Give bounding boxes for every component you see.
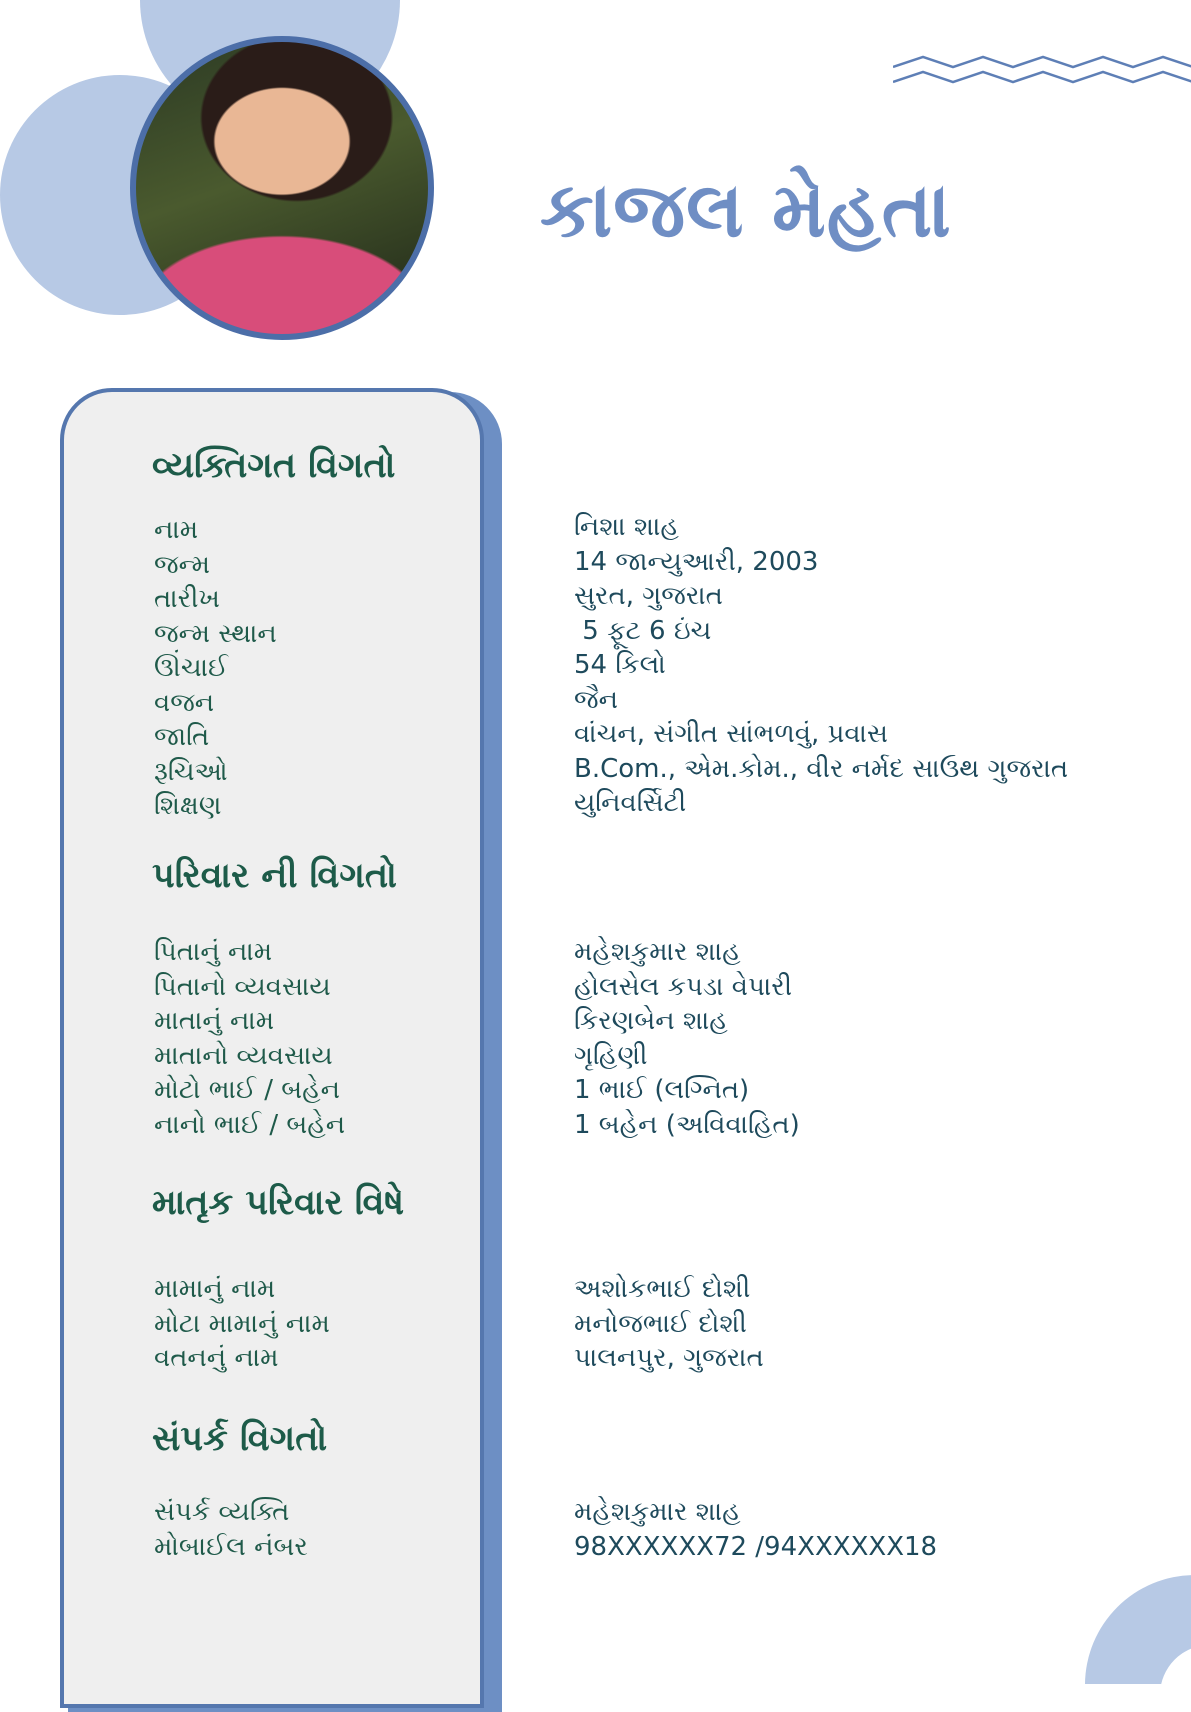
label-mobile-number: મોબાઈલ નંબર: [154, 1531, 308, 1562]
label-weight: વજન: [154, 687, 215, 718]
contact-values: [574, 1495, 937, 1564]
zigzag-decoration: [893, 55, 1191, 95]
value-birthplace: સુરત, ગુજરાત: [574, 581, 723, 611]
value-education: B.Com., એમ.કોમ., વીર નર્મદ સાઉથ ગુજરાત: [574, 753, 1069, 784]
maternal-family-heading: માતૃક પરિવાર વિષે: [152, 1183, 405, 1223]
label-contact-person: સંપર્ક વ્યક્તિ: [154, 1497, 290, 1527]
value-hometown: પાલનપુર, ગુજરાત: [574, 1343, 764, 1373]
value-caste: જૈન: [574, 684, 618, 715]
value-contact-person: મહેશકુમાર શાહ: [574, 1497, 741, 1527]
bottom-arc-decoration: [1070, 1560, 1191, 1684]
value-birthdate: 14 જાન્યુઆરી, 2003: [574, 546, 819, 577]
profile-name-title: કાજલ મેહતા: [540, 165, 952, 254]
label-height: ઊંચાઈ: [154, 653, 229, 683]
label-name: નામ: [154, 515, 199, 545]
label-hometown: વતનનું નામ: [154, 1343, 279, 1373]
profile-photo: [130, 36, 434, 340]
value-mother-name: કિરણબેન શાહ: [574, 1006, 728, 1036]
value-mobile-number: 98XXXXXX72 /94XXXXXX18: [574, 1531, 938, 1562]
family-values: [574, 935, 800, 1142]
value-elder-maternal-uncle: મનોજભાઈ દોશી: [574, 1308, 747, 1339]
value-father-occupation: હોલસેલ કપડા વેપારી: [574, 971, 793, 1002]
contact-labels: [154, 1495, 308, 1564]
label-father-occupation: પિતાનો વ્યવસાય: [154, 971, 331, 1002]
label-mother-name: માતાનું નામ: [154, 1006, 275, 1036]
value-elder-siblings: 1 ભાઈ (લગ્નિત): [574, 1075, 750, 1105]
value-father-name: મહેશકુમાર શાહ: [574, 937, 741, 967]
maternal-labels: [154, 1272, 330, 1376]
value-height: 5 ફૂટ 6 ઇંચ: [574, 615, 712, 646]
label-maternal-uncle: મામાનું નામ: [154, 1274, 276, 1304]
maternal-values: [574, 1272, 764, 1376]
label-hobbies: રૂચિઓ: [154, 756, 228, 787]
value-hobbies: વાંચન, સંગીત સાંભળવું, પ્રવાસ: [574, 719, 888, 749]
label-birth: જન્મ: [154, 549, 210, 580]
label-elder-siblings: મોટો ભાઈ / બહેન: [154, 1075, 341, 1105]
value-mother-occupation: ગૃહિણી: [574, 1040, 648, 1071]
value-younger-siblings: 1 બહેન (અવિવાહિત): [574, 1109, 800, 1140]
label-younger-siblings: નાનો ભાઈ / બહેન: [154, 1109, 346, 1140]
label-caste: જાતિ: [154, 722, 210, 752]
label-elder-maternal-uncle: મોટા મામાનું નામ: [154, 1308, 330, 1339]
value-name: નિશા શાહ: [574, 512, 679, 542]
label-birthplace: જન્મ સ્થાન: [154, 618, 277, 649]
value-education-cont: યુનિવર્સિટી: [574, 788, 687, 818]
contact-details-heading: સંપર્ક વિગતો: [152, 1419, 328, 1459]
label-mother-occupation: માતાનો વ્યવસાય: [154, 1040, 333, 1071]
label-date: તારીખ: [154, 584, 220, 614]
family-labels: [154, 935, 345, 1142]
family-details-heading: પરિવાર ની વિગતો: [152, 856, 397, 896]
value-maternal-uncle: અશોકભાઈ દોશી: [574, 1274, 751, 1304]
label-education: શિક્ષણ: [154, 791, 222, 821]
value-weight: 54 કિલો: [574, 650, 666, 680]
personal-values: [574, 510, 1068, 821]
personal-details-heading: વ્યક્તિગત વિગતો: [152, 446, 396, 486]
personal-labels: [154, 513, 277, 824]
label-father-name: પિતાનું નામ: [154, 937, 273, 967]
